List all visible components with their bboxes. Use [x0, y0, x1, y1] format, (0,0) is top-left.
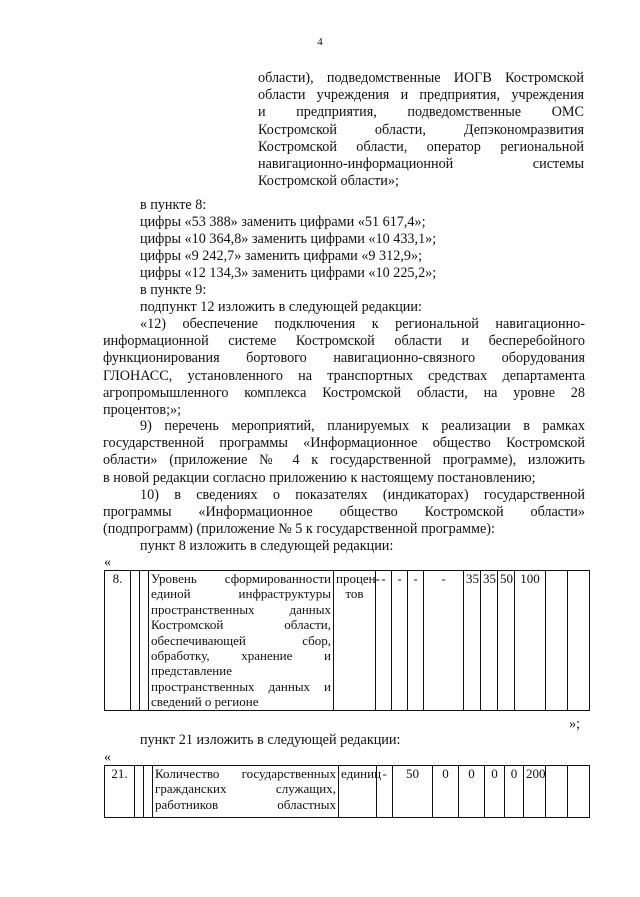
indicator-description [153, 766, 339, 818]
point21-table [104, 765, 590, 818]
desc-line: обработку, хранение и [151, 648, 331, 664]
table-row [105, 571, 590, 711]
quote-line: ГЛОНАСС, установленного на транспортных средствах департамента [103, 367, 585, 384]
empty-cell [135, 766, 144, 818]
unit-cell [339, 766, 382, 818]
empty-cell [131, 571, 140, 711]
item8-line: цифры «53 388» заменить цифрами «51 617,4»; [140, 214, 426, 230]
continuation-line: области учреждения и предприятия, учреждения [258, 87, 584, 104]
unit-line: единиц [341, 766, 382, 781]
empty-cell [140, 571, 149, 711]
para-line: программы «Информационное общество Костромской области» [103, 504, 585, 521]
unit-line: процен- [336, 571, 380, 586]
empty-cell [568, 571, 590, 711]
value-cell: 200 [524, 766, 546, 818]
desc-line: единой инфраструктуры [151, 586, 331, 602]
item8-line: цифры «12 134,3» заменить цифрами «10 225,2»; [140, 265, 437, 281]
indicator-description [149, 571, 334, 711]
continuation-line: и предприятия, подведомственные ОМС [258, 104, 584, 121]
desc-line: пространственных данных [151, 601, 331, 617]
value-cell: 50 [498, 571, 515, 711]
table-row [105, 766, 590, 818]
continuation-line: Костромской области, оператор региональной [258, 138, 584, 155]
row-number: 21. [105, 766, 135, 818]
item8-heading: в пункте 8: [140, 197, 207, 213]
para-line: (подпрограмм) (приложение № 5 к государственной программе): [103, 521, 495, 538]
value-cell: 0 [433, 766, 459, 818]
continuation-block [258, 70, 584, 190]
quote-line: процентов;»; [103, 402, 182, 419]
continuation-line: области), подведомственные ИОГВ Костромской [258, 70, 584, 86]
point21-open-quote: « [104, 750, 111, 765]
quote-line: информационной системе Костромской области и бесперебойного [103, 333, 585, 350]
desc-line: обеспечивающей сбор, [151, 632, 331, 648]
item8-line: цифры «9 242,7» заменить цифрами «9 312,9»; [140, 248, 423, 264]
para-line: области» (приложение № 4 к государственной программе), изложить [103, 452, 585, 469]
paragraph-10 [103, 487, 585, 539]
value-cell: - [376, 571, 392, 711]
desc-line: Уровень сформированности [151, 571, 331, 586]
value-cell: - [424, 571, 464, 711]
empty-cell [144, 766, 153, 818]
point8-intro: пункт 8 изложить в следующей редакции: [140, 538, 394, 554]
continuation-line: навигационно-информационной системы [258, 156, 584, 173]
paragraph-9 [103, 418, 585, 487]
unit-cell [334, 571, 380, 711]
desc-line: сведений о регионе [151, 694, 259, 710]
para-line: государственной программы «Информационное общество Костромской [103, 435, 585, 452]
para-line: 9) перечень мероприятий, планируемых к реализации в рамках [140, 418, 585, 434]
quote-line: функционирования бортового навигационно-связного оборудования [103, 350, 585, 367]
desc-line: гражданских служащих, [155, 781, 336, 797]
page-number: 4 [317, 36, 323, 48]
point8-close-quote: »; [569, 716, 581, 732]
value-cell: 50 [393, 766, 433, 818]
value-cell: - [377, 766, 393, 818]
row-number: 8. [105, 571, 131, 711]
desc-line: пространственных данных и [151, 678, 331, 694]
empty-cell [568, 766, 590, 818]
quote-line: «12) обеспечение подключения к региональной навигационно- [140, 316, 585, 332]
value-cell: - [408, 571, 424, 711]
continuation-line: Костромской области, Депэкономразвития [258, 121, 584, 138]
quote-subpoint12 [103, 316, 585, 419]
point21-intro: пункт 21 изложить в следующей редакции: [140, 732, 401, 748]
value-cell: - [392, 571, 408, 711]
desc-line: Количество государственных [155, 766, 336, 781]
continuation-line: Костромской области»; [258, 173, 399, 190]
para-line: в новой редакции согласно приложению к настоящему постановлению; [103, 469, 536, 486]
value-cell: 35 [481, 571, 498, 711]
item9-sub: подпункт 12 изложить в следующей редакции: [140, 299, 422, 315]
para-line: 10) в сведениях о показателях (индикаторах) государственной [140, 487, 585, 503]
empty-cell [546, 571, 568, 711]
item8-line: цифры «10 364,8» заменить цифрами «10 433,1»; [140, 231, 437, 247]
desc-line: Костромской области, [151, 617, 331, 633]
unit-line: тов [345, 586, 364, 602]
value-cell: 35 [464, 571, 481, 711]
value-cell: 0 [505, 766, 524, 818]
quote-line: агропромышленного комплекса Костромской области, на уровне 28 [103, 384, 585, 401]
value-cell: 0 [459, 766, 485, 818]
value-cell: 0 [485, 766, 505, 818]
desc-line: представление [151, 663, 232, 679]
desc-line: работников областных [155, 796, 336, 812]
empty-cell [546, 766, 568, 818]
point8-table [104, 570, 590, 711]
item9-heading: в пункте 9: [140, 282, 207, 298]
point8-open-quote: « [104, 555, 111, 570]
value-cell: 100 [515, 571, 546, 711]
